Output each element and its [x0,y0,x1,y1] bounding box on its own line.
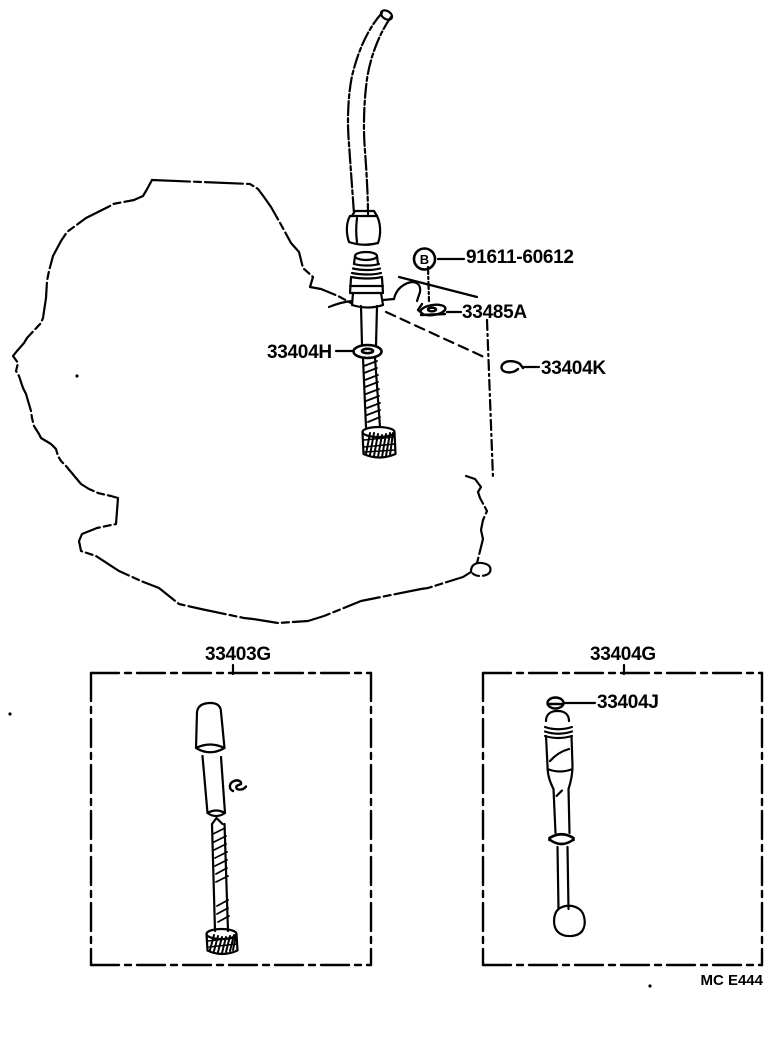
clip-33404j-drawing [548,698,564,709]
sleeve-gear [207,929,238,954]
reference-lines [386,267,493,478]
box-right-border [483,673,762,965]
gear-stem [558,847,569,909]
housing-left-bottom-edge [13,180,471,623]
part-label-o-ring: 33404H [267,342,332,363]
fitting-top [355,252,377,260]
gear-upper-body [546,736,573,766]
gear-collar [550,834,574,844]
housing-boss-ear [394,282,420,301]
gear-cap [545,711,572,738]
fitting-threads [351,264,382,279]
driven-gear-part-drawing [545,698,585,937]
gear-mid-body [554,789,570,833]
part-label-box-left: 33403G [205,644,271,665]
housing-rib-line [399,277,477,297]
housing-top-right-edge [152,180,351,303]
sleeve-shaft [212,818,229,931]
cable-right-edge [364,17,391,214]
o-ring-drawing [354,345,382,358]
box-left-border [91,673,371,965]
drive-gear [363,427,396,458]
clip-33404k-drawing [502,361,523,372]
transaxle-housing-outline [13,180,491,623]
leader-lines [233,259,624,703]
housing-lower-right-edge [466,476,487,563]
figure-code: MC E444 [700,972,763,989]
sleeve-part-drawing [196,703,246,954]
gear-shoulder [548,766,573,789]
part-label-box-right: 33404G [590,644,656,665]
cable-ferrule [347,211,380,245]
fitting-hex [350,278,383,293]
part-label-lock-plate: 33485A [462,302,527,323]
driven-gear-assembly-installed [329,252,477,458]
clip-axis-line [487,320,493,478]
speedometer-cable [347,8,394,244]
bolt-marker-icon [414,249,435,270]
part-label-clip-main: 33404K [541,358,606,379]
bolt-marker-letter: B [419,251,430,267]
sleeve-body [361,306,377,345]
gear-shaft [363,358,380,427]
scan-specks [8,374,651,987]
cable-tip [379,8,393,21]
bolt-axis-line [428,267,429,301]
sleeve-neck [203,756,226,816]
fitting-collar [352,293,383,308]
housing-bottom-right-lug [471,563,491,576]
gear-tip-bulb [554,906,585,936]
sleeve-cap [196,703,225,752]
sleeve-clip-drawing [230,780,246,791]
part-label-clip-small: 33404J [597,692,659,713]
lock-plate-drawing [418,303,446,316]
part-label-bolt: 91611-60612 [466,247,574,268]
